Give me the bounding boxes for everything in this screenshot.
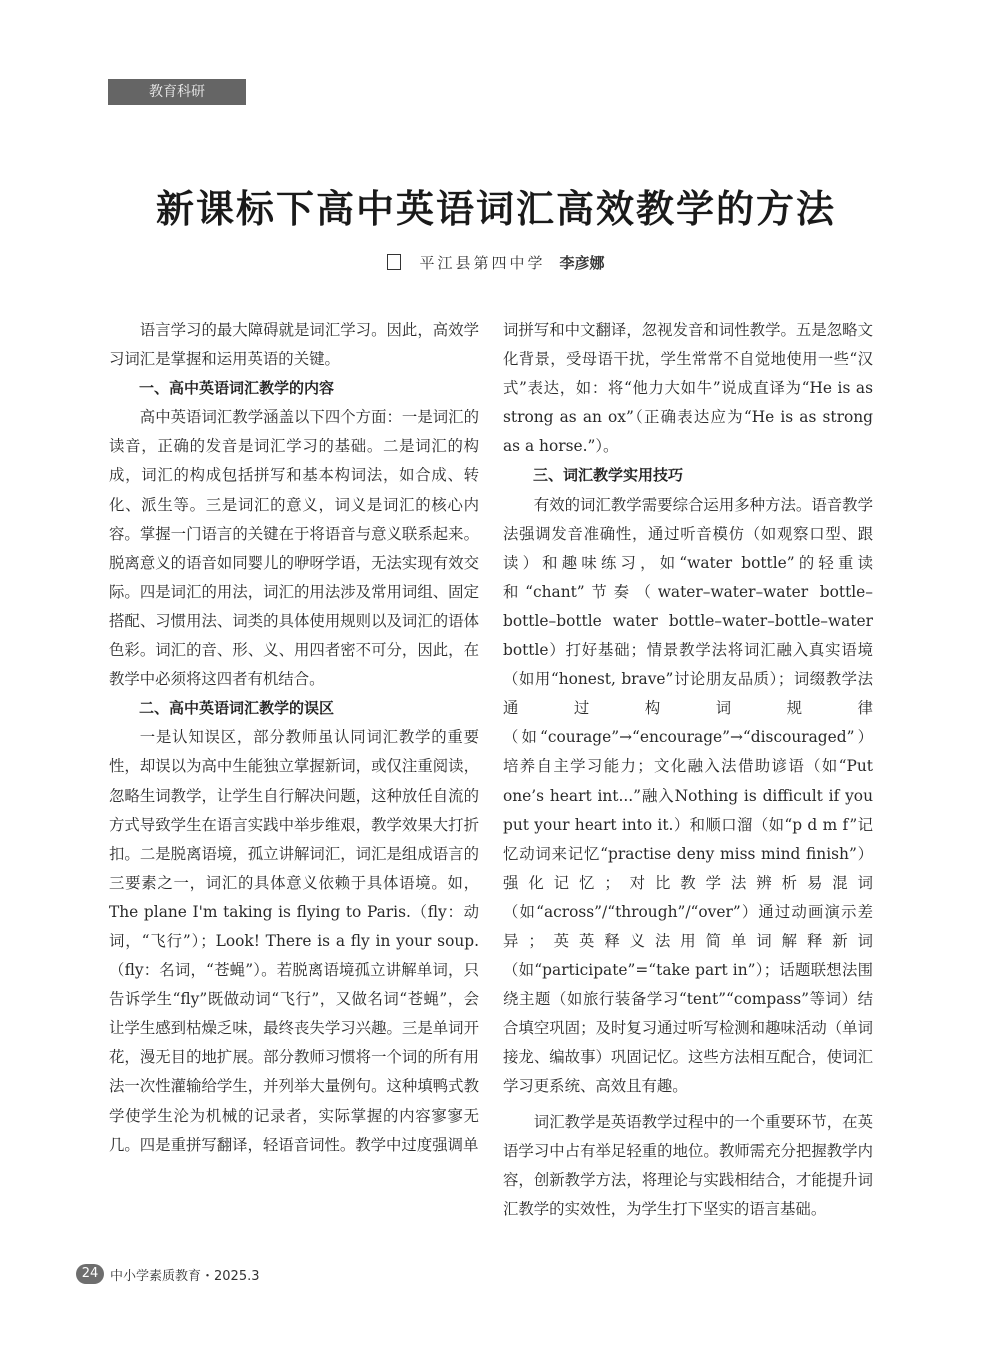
paragraph-2: 一是认知误区，部分教师虽认同词汇教学的重要性，却误以为高中生能独立掌握新词，或仅注重阅读，忽略生词教学，让学生自行解决问题，这种放任自流的方式导致学生在语言实践中举步维艰，教学效果大打折扣。二是脱离语境，孤立讲解词汇，词汇是组成语言的三要素之一，词汇的具体意义依赖于具体语境。如，The plane I'm taking is flying to Paris.（fly：动词，“飞行”）；Look! There is a fly in your soup.（fly：名词，“苍蝇”）。若脱离语境孤立讲解单词，只告诉学生“fly”既做动词“飞行”，又做名词“苍蝇”，会让学生感到枯燥乏味，最终丧失学习兴趣。三是单词开花，漫无目的地扩展。部分教师习惯将一个词的所有用法一次性灌输给学生，并列举大量例句。这种填鸭式教学使学生沦为机械的记录者，实际掌握的内容寥寥无几。四是重拼写翻译，轻语音词性。教学中过度强调单 — [109, 728, 479, 1154]
left-column — [109, 316, 479, 1160]
byline-school: 平江县第四中学 — [419, 254, 546, 272]
section-heading-1: 一、高中英语词汇教学的内容 — [139, 379, 335, 398]
journal-info: 中小学素质教育・2025.3 — [110, 1268, 260, 1284]
paragraph-4: 词汇教学是英语教学过程中的一个重要环节，在英语学习中占有举足轻重的地位。教师需充分把握教学内容，创新教学方法，将理论与实践相结合，才能提升词汇教学的实效性，为学生打下坚实的语言基础。 — [503, 1112, 873, 1218]
byline — [0, 252, 992, 273]
page-footer — [76, 1264, 260, 1284]
square-icon — [387, 254, 401, 270]
page-number: 24 — [76, 1264, 104, 1284]
paragraph-3: 有效的词汇教学需要综合运用多种方法。语音教学法强调发音准确性，通过听音模仿（如观察口型、跟读）和趣味练习，如“water bottle”的轻重读和“chant”节奏（water–water–water bottle–bottle–bottle water bottle–water–bottle–water bottle）打好基础；情景教学法将词汇融入真实语境（如用“honest, brave”讨论朋友品质）；词缀教学法通过构词规律（如“courage”→“encourage”→“discouraged”）培养自主学习能力；文化融入法借助谚语（如“Put one’s heart int...”融入Nothing is difficult if you put your heart into it.）和顺口溜（如“p d m f”记忆动词来记忆“practise deny miss mind finish”）强化记忆；对比教学法辨析易混词（如“across”/“through”/“over”）通过动画演示差异；英英释义法用简单词解释新词（如“participate”=“take part in”）；话题联想法围绕主题（如旅行装备学习“tent”“compass”等词）结合填空巩固；及时复习通过听写检测和趣味活动（单词接龙、编故事）巩固记忆。这些方法相互配合，使词汇学习更系统、高效且有趣。 — [503, 495, 873, 1096]
section-tag: 教育科研 — [108, 79, 246, 105]
paragraph-1: 高中英语词汇教学涵盖以下四个方面：一是词汇的读音，正确的发音是词汇学习的基础。二是词汇的构成，词汇的构成包括拼写和基本构词法，如合成、转化、派生等。三是词汇的意义，词义是词汇的核心内容。掌握一门语言的关键在于将语音与意义联系起来。脱离意义的语音如同婴儿的咿呀学语，无法实现有效交际。四是词汇的用法，词汇的用法涉及常用词组、固定搭配、习惯用法、词类的具体使用规则以及词汇的语体色彩。词汇的音、形、义、用四者密不可分，因此，在教学中必须将这四者有机结合。 — [109, 408, 479, 689]
paragraph-2-continued: 词拼写和中文翻译，忽视发音和词性教学。五是忽略文化背景，受母语干扰，学生常常不自觉地使用一些“汉式”表达，如：将“他力大如牛”说成直译为“He is as strong as an ox”（正确表达应为“He is as strong as a horse.”）。 — [503, 321, 873, 456]
right-column — [503, 316, 873, 1224]
section-heading-3: 三、词汇教学实用技巧 — [533, 466, 684, 485]
section-heading-2: 二、高中英语词汇教学的误区 — [139, 699, 335, 718]
article-title: 新课标下高中英语词汇高效教学的方法 — [155, 187, 836, 231]
byline-author: 李彦娜 — [559, 254, 605, 272]
intro-paragraph: 语言学习的最大障碍就是词汇学习。因此，高效学习词汇是掌握和运用英语的关键。 — [109, 321, 479, 369]
